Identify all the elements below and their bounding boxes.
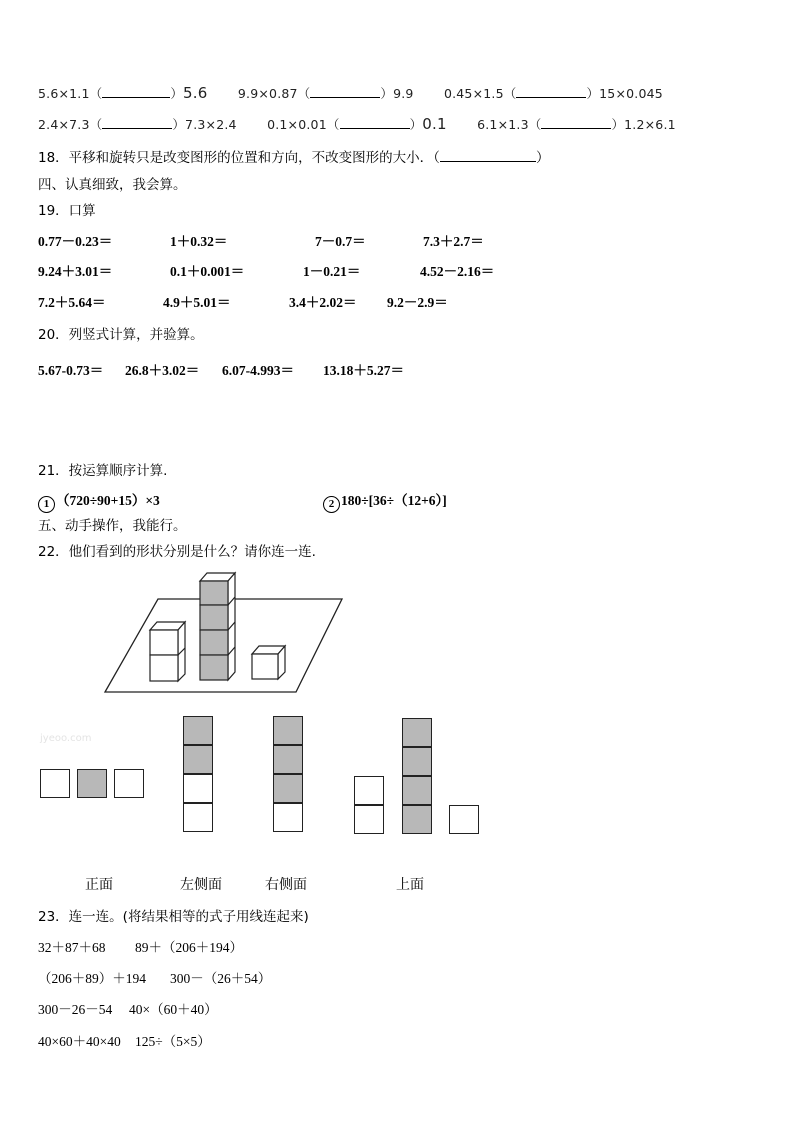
square	[354, 805, 384, 834]
square-shaded	[183, 745, 213, 774]
square-shaded	[77, 769, 107, 798]
square-shaded	[402, 747, 432, 776]
expression-right[interactable]: 89＋（206＋194）	[135, 940, 243, 955]
compare-item: 5.6×1.1（ ）5.6	[38, 84, 208, 102]
compare-item: 2.4×7.3（ ）7.3×2.4	[38, 117, 237, 132]
circled-number-2: 2	[323, 496, 340, 513]
calc-item: 7.2＋5.64＝	[38, 295, 106, 310]
square-shaded	[402, 718, 432, 747]
calc-item: 5.67-0.73＝	[38, 363, 104, 378]
calc-item: 6.07-4.993＝	[222, 363, 294, 378]
section-4-heading: 四、认真细致，我会算。	[38, 177, 187, 193]
cube-single	[252, 646, 285, 679]
calc-item: 1－0.21＝	[303, 264, 361, 279]
question-21-title: 21．按运算顺序计算.	[38, 463, 168, 479]
calc-item: 4.52－2.16＝	[420, 264, 495, 279]
calc-item: 7－0.7＝	[315, 234, 366, 249]
cube-stack-left	[150, 622, 185, 681]
compare-row-1	[38, 84, 663, 102]
compare-item: 0.1×0.01（ ）0.1	[267, 115, 447, 133]
answer-blank[interactable]	[310, 86, 380, 98]
expression-left[interactable]: 32＋87＋68	[38, 940, 106, 955]
square-shaded	[273, 774, 303, 803]
square	[114, 769, 144, 798]
square-shaded	[273, 716, 303, 745]
answer-blank[interactable]	[516, 86, 586, 98]
cube-stack-tall	[200, 573, 235, 680]
compare-item: 9.9×0.87（ ）9.9	[237, 86, 414, 101]
compare-item: 0.45×1.5（ ）15×0.045	[443, 86, 663, 101]
view-label-front[interactable]: 正面	[85, 877, 113, 893]
question-23-title: 23．连一连。(将结果相等的式子用线连起来)	[38, 909, 309, 925]
question-22-title: 22．他们看到的形状分别是什么？请你连一连.	[38, 544, 316, 560]
calc-item: 26.8＋3.02＝	[125, 363, 200, 378]
square	[183, 803, 213, 832]
answer-blank[interactable]	[102, 86, 170, 98]
answer-blank[interactable]	[440, 150, 536, 162]
square	[273, 803, 303, 832]
q21-item-2: 2 180÷[36÷（12+6）]	[323, 489, 447, 513]
calc-item: 3.4＋2.02＝	[289, 295, 357, 310]
question-19-title: 19．口算	[38, 203, 96, 219]
square	[183, 774, 213, 803]
compare-item: 6.1×1.3（ ）1.2×6.1	[477, 117, 676, 132]
square-shaded	[273, 745, 303, 774]
q21-item-1: 1 （720÷90+15）×3	[38, 489, 160, 513]
calc-item: 1＋0.32＝	[170, 234, 228, 249]
view-label-right[interactable]: 右侧面	[265, 877, 307, 893]
answer-blank[interactable]	[340, 117, 410, 129]
calc-item: 0.1＋0.001＝	[170, 264, 245, 279]
question-20-title: 20．列竖式计算，并验算。	[38, 327, 204, 343]
square	[449, 805, 479, 834]
calc-item: 0.77－0.23＝	[38, 234, 113, 249]
answer-blank[interactable]	[102, 117, 172, 129]
expression-left[interactable]: 40×60＋40×40	[38, 1034, 121, 1049]
section-5-heading: 五、动手操作，我能行。	[38, 518, 187, 534]
answer-blank[interactable]	[541, 117, 611, 129]
square-shaded	[183, 716, 213, 745]
circled-number-1: 1	[38, 496, 55, 513]
question-18: 18．平移和旋转只是改变图形的位置和方向，不改变图形的大小．（ ）	[38, 150, 550, 166]
cube-arrangement-figure	[100, 568, 350, 696]
calc-item: 7.3＋2.7＝	[423, 234, 484, 249]
expression-right[interactable]: 40×（60＋40）	[129, 1002, 218, 1017]
view-label-left[interactable]: 左侧面	[180, 877, 222, 893]
calc-item: 9.24＋3.01＝	[38, 264, 113, 279]
square-shaded	[402, 805, 432, 834]
calc-item: 13.18＋5.27＝	[323, 363, 404, 378]
square	[354, 776, 384, 805]
expression-right[interactable]: 125÷（5×5）	[135, 1034, 211, 1049]
expression-left[interactable]: 300－26－54	[38, 1002, 113, 1017]
expression-left[interactable]: （206＋89）＋194	[38, 971, 146, 986]
square-shaded	[402, 776, 432, 805]
square	[40, 769, 70, 798]
calc-item: 4.9＋5.01＝	[163, 295, 231, 310]
expression-right[interactable]: 300－（26＋54）	[170, 971, 272, 986]
compare-row-2	[38, 115, 676, 133]
view-label-top[interactable]: 上面	[396, 877, 424, 893]
watermark: jyeoo.com	[40, 733, 92, 744]
calc-item: 9.2－2.9＝	[387, 295, 448, 310]
